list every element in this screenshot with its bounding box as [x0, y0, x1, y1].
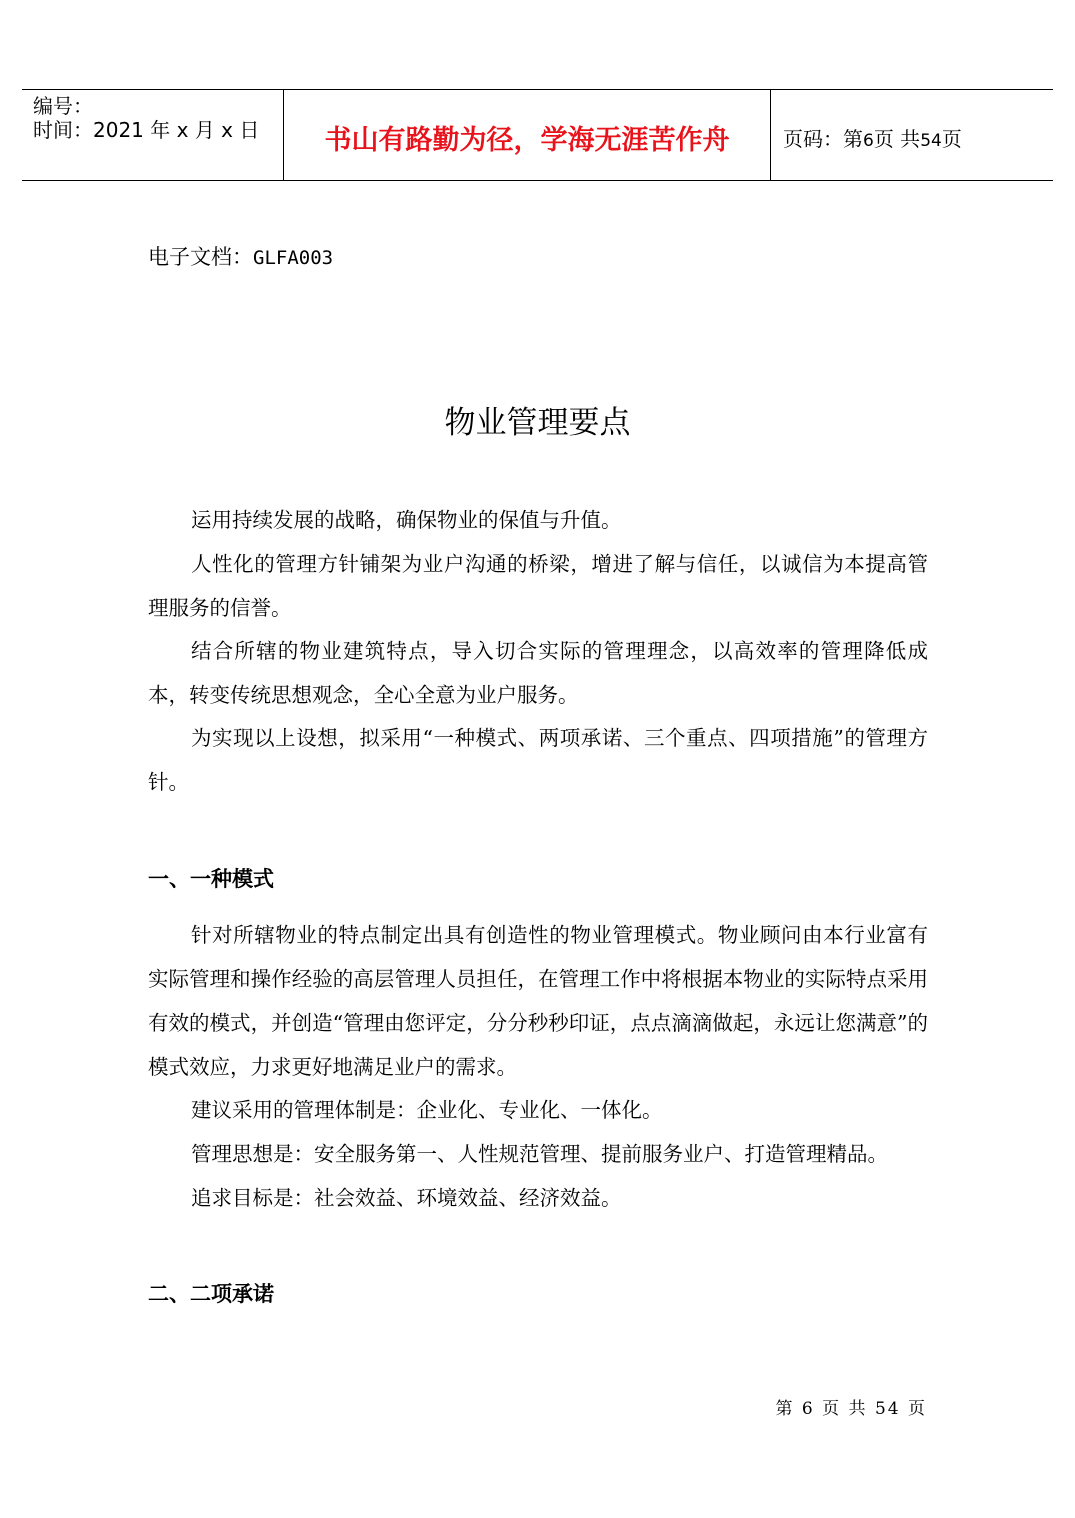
- doc-code-label: 电子文档：: [148, 245, 253, 269]
- doc-code: [148, 241, 333, 271]
- intro-paragraph: 运用持续发展的战略，确保物业的保值与升值。: [191, 508, 622, 532]
- section-paragraph: 追求目标是：社会效益、环境效益、经济效益。: [191, 1186, 622, 1210]
- header-right-cell: [771, 90, 1053, 180]
- section-heading: 一、一种模式: [148, 867, 274, 891]
- page-prefix: 页码：第: [783, 127, 863, 151]
- header-time-label: 时间：2021 年 x 月 x 日: [33, 118, 260, 142]
- page-footer: 第 6 页 共 54 页: [775, 1399, 927, 1419]
- section-paragraph: 针对所辖物业的特点制定出具有创造性的物业管理模式。物业顾问由本行业富有实际管理和操作经验的高层管理人员担任，在管理工作中将根据本物业的实际特点采用有效的模式，并创造“管理由您评定，分分秒秒印证，点点滴滴做起，永远让您满意”的模式效应，力求更好地满足业户的需求。: [148, 923, 928, 1079]
- intro-paragraph: 结合所辖的物业建筑特点，导入切合实际的管理理念，以高效率的管理降低成本，转变传统思想观念，全心全意为业户服务。: [148, 639, 928, 707]
- page-middle: 页 共: [873, 127, 921, 151]
- page-header: [22, 89, 1053, 181]
- section-paragraph: 管理思想是：安全服务第一、人性规范管理、提前服务业户、打造管理精品。: [191, 1142, 888, 1166]
- header-left-cell: [22, 90, 284, 180]
- page-suffix: 页: [941, 127, 962, 151]
- header-page-info: [783, 123, 962, 152]
- section-heading: 二、二项承诺: [148, 1282, 274, 1306]
- header-motto: 书山有路勤为径，学海无涯苦作舟: [324, 125, 730, 156]
- intro-paragraph: 人性化的管理方针铺架为业户沟通的桥梁，增进了解与信任，以诚信为本提高管理服务的信誉。: [148, 552, 928, 620]
- header-number-label: 编号：: [33, 94, 93, 118]
- doc-code-value: GLFA003: [253, 247, 334, 269]
- intro-paragraph: 为实现以上设想，拟采用“一种模式、两项承诺、三个重点、四项措施”的管理方针。: [148, 726, 928, 794]
- header-middle-cell: [284, 90, 771, 180]
- page-total: 54: [920, 131, 942, 151]
- document-title: 物业管理要点: [444, 405, 631, 441]
- section-paragraph: 建议采用的管理体制是：企业化、专业化、一体化。: [191, 1098, 663, 1122]
- page-current: 6: [863, 131, 874, 151]
